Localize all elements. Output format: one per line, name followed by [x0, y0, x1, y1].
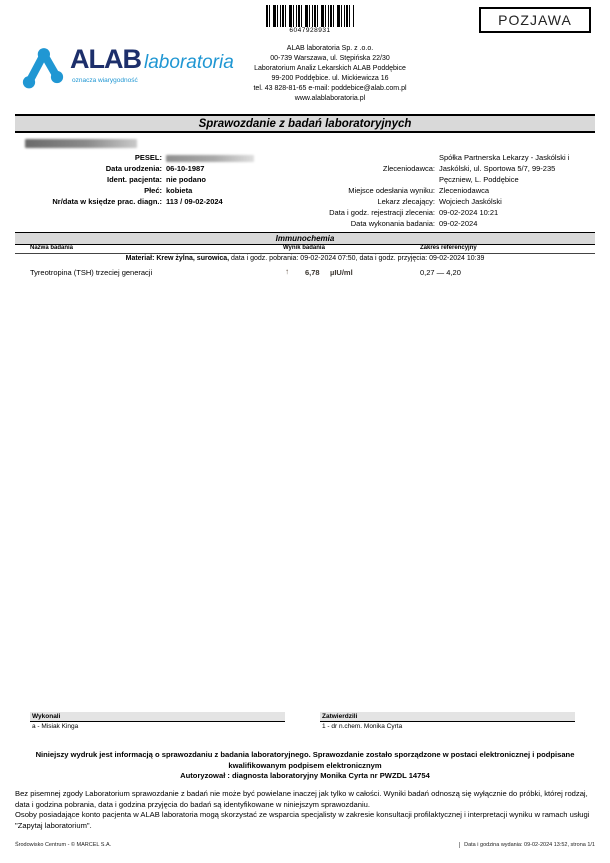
- field-value: 06-10-1987: [166, 164, 205, 173]
- reference-range: 0,27 — 4,20: [420, 268, 461, 277]
- column-header-reference-range: Zakres referencyjny: [420, 245, 477, 251]
- field-value: kobieta: [166, 186, 193, 195]
- logo-wordmark: ALAB: [70, 44, 141, 74]
- order-row-physician: [303, 196, 598, 207]
- field-value: Pęczniew, L. Poddębice: [439, 175, 519, 184]
- signature-performed: [30, 712, 285, 732]
- field-value: 113 / 09-02-2024: [166, 197, 223, 206]
- field-label: [303, 152, 439, 163]
- alab-logo: [22, 44, 234, 99]
- legal-notes: [15, 789, 595, 831]
- material-details: data i godz. pobrania: 09-02-2024 07:50, data i godz. przyjęcia: 09-02-2024 10:39: [229, 255, 485, 262]
- address-line: www.alablaboratoria.pl: [294, 95, 366, 102]
- field-value: Spółka Partnerska Lekarzy - Jaskólski i: [439, 153, 570, 162]
- address-line: 99-200 Poddębice. ul. Mickiewicza 16: [271, 75, 389, 82]
- section-title: Immunochemia: [275, 234, 335, 243]
- stamp-box: [479, 7, 591, 33]
- results-column-headers: [15, 245, 595, 254]
- authorized-by-line: Autoryzował : diagnosta laboratoryjny Monika Cyrta nr PWZDL 14754: [180, 771, 430, 780]
- field-label: Data i godz. rejestracji zlecenia:: [329, 208, 435, 217]
- field-label: Zleceniodawca:: [382, 164, 435, 173]
- field-value: 09-02-2024: [439, 219, 478, 228]
- barcode: [264, 5, 356, 35]
- logo-wordmark-suffix: laboratoria: [144, 52, 234, 73]
- report-title-bar: [15, 114, 595, 133]
- performed-header: Wykonali: [30, 712, 285, 722]
- barcode-graphic: [266, 5, 354, 27]
- field-label: Ident. pacjenta:: [106, 175, 162, 184]
- order-row-client: [303, 163, 598, 174]
- address-line: Laboratorium Analiz Lekarskich ALAB Poddębice: [254, 65, 406, 72]
- address-line: 00-739 Warszawa, ul. Stępińska 22/30: [270, 55, 390, 62]
- performed-by: a - Misiak Kinga: [32, 723, 79, 730]
- signature-approved: [320, 712, 575, 732]
- patient-row-registry: [15, 196, 307, 207]
- result-unit: µIU/ml: [330, 268, 353, 277]
- field-label: Płeć:: [144, 186, 162, 195]
- address-line: tel. 43 828-81-65 e-mail: poddebice@alab.com.pl: [253, 85, 407, 92]
- order-row-test-date: [303, 218, 598, 229]
- field-label: Data urodzenia:: [105, 164, 162, 173]
- order-row: [303, 152, 598, 163]
- patient-name-redacted: [25, 139, 137, 148]
- barcode-number: 6047928931: [289, 27, 331, 34]
- lab-address: [200, 44, 460, 104]
- footer-issue-info: Data i godzina wydania: 09-02-2024 13:52, strona 1/1: [459, 842, 595, 848]
- patient-row-sex: [15, 185, 307, 196]
- field-label: Nr/data w księdze prac. diagn.:: [52, 197, 162, 206]
- field-label: PESEL:: [134, 153, 162, 162]
- pesel-value-redacted: [166, 155, 254, 162]
- field-value: Wojciech Jaskólski: [439, 197, 502, 206]
- field-label: [303, 174, 439, 185]
- patient-info: [15, 152, 307, 207]
- field-value: Zleceniodawca: [439, 186, 490, 195]
- field-value: 09-02-2024 10:21: [439, 208, 499, 217]
- logo-tagline: oznacza wiarygodność: [72, 77, 138, 84]
- result-value: 6,78: [305, 268, 320, 277]
- section-header-immunochemia: [15, 232, 595, 245]
- patient-row-ident: [15, 174, 307, 185]
- address-line: ALAB laboratoria Sp. z .o.o.: [286, 45, 374, 52]
- order-row-result-destination: [303, 185, 598, 196]
- footer-system-info: Środowisko Centrum - © MARCEL S.A.: [15, 842, 112, 848]
- field-value: nie podano: [166, 175, 206, 184]
- patient-row-birthdate: [15, 163, 307, 174]
- high-flag-arrow-icon: ↑: [285, 267, 289, 276]
- field-value: Jaskólski, ul. Sportowa 5/7, 99-235: [439, 164, 556, 173]
- patient-row-pesel: [15, 152, 307, 163]
- test-name: Tyreotropina (TSH) trzeciej generacji: [30, 268, 153, 277]
- order-row-registration-datetime: [303, 207, 598, 218]
- approved-by: 1 - dr n.chem. Monika Cyrta: [322, 723, 403, 730]
- order-row: [303, 174, 598, 185]
- field-label: Miejsce odesłania wyniku:: [348, 186, 435, 195]
- order-info: [303, 152, 598, 229]
- approved-header: Zatwierdzili: [320, 712, 575, 722]
- alab-logo-icon: [22, 46, 64, 99]
- legal-paragraph-copying: Bez pisemnej zgody Laboratorium sprawozdanie z badań nie może być powielane inaczej jak tylko w całości. Wyniki badań odnoszą się wyłącznie do próbki, której rodzaj, data i godzina pobrania, data i godzina przyjęcia do badań są identyfikowane w niniejszym sprawozdaniu.: [15, 789, 588, 809]
- column-header-test-name: Nazwa badania: [30, 245, 74, 251]
- column-header-result: Wynik badania: [283, 245, 325, 251]
- legal-paragraph-consultation: Osoby posiadające konto pacjenta w ALAB laboratoria mogą skorzystać ze wsparcia specjalisty w zakresie konsultacji profilaktycznej i interpretacji wyniku w ramach usługi "Zapytaj laboratorium".: [15, 810, 590, 830]
- report-title: Sprawozdanie z badań laboratoryjnych: [198, 117, 412, 130]
- electronic-report-disclaimer: [15, 750, 595, 782]
- disclaimer-text: Niniejszy wydruk jest informacją o sprawozdaniu z badania laboratoryjnego. Sprawozdanie zostało sporządzone w postaci elektronicznej i podpisane kwalifikowanym podpisem elektronicznym: [35, 750, 575, 770]
- material-label: Materiał: Krew żylna, surowica,: [125, 255, 230, 262]
- stamp-label: POZJAWA: [498, 12, 572, 28]
- result-row-tsh: [15, 268, 595, 280]
- material-info-line: [15, 255, 595, 262]
- field-label: Data wykonania badania:: [350, 219, 435, 228]
- field-label: Lekarz zlecający:: [377, 197, 435, 206]
